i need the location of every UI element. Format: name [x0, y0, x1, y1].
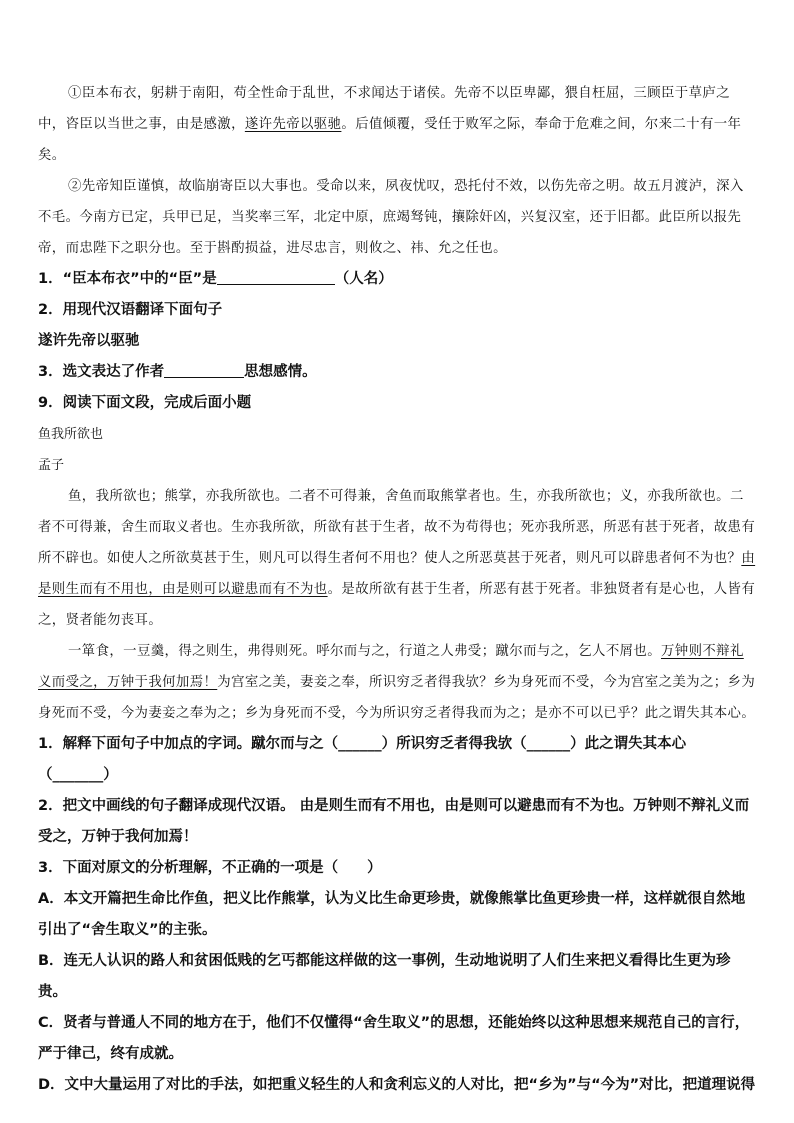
answer-blank[interactable]	[164, 362, 244, 378]
option-d[interactable]: D．文中大量运用了对比的手法，如把重义轻生的人和贪利忘义的人对比，把“乡为”与“今为”对比，把道理说得	[38, 1077, 756, 1093]
passage-title: 鱼我所欲也	[38, 427, 104, 442]
question-3: 3．选文表达了作者 思想感情。	[38, 364, 317, 380]
underlined-sentence: 遂许先帝以驱驰	[244, 117, 342, 132]
underlined-sentence: 由是则生而有不用也，由是则可以避患而有不为也	[38, 551, 756, 597]
option-b[interactable]: B．连无人认识的路人和贫困低贱的乞丐都能这样做的这一事例，生动地说明了人们生来把义看得比生更为珍贵。	[38, 953, 731, 1000]
passage1-para2: ②先帝知臣谨慎，故临崩寄臣以大事也。受命以来，夙夜忧叹，恐托付不效，以伤先帝之明。故五月渡泸，深入不毛。今南方已定，兵甲已足，当奖率三军，北定中原，庶竭驽钝，攘除奸凶，兴复汉室，还于旧都。此臣所以报先帝，而忠陛下之职分也。至于斟酌损益，进尽忠言，则攸之、祎、允之任也。	[38, 179, 744, 256]
passage-author: 孟子	[38, 458, 65, 473]
answer-blank[interactable]	[217, 269, 335, 285]
passage2-para1: 鱼，我所欲也；熊掌，亦我所欲也。二者不可得兼，舍鱼而取熊掌者也。生，亦我所欲也；义，亦我所欲也。二者不可得兼，舍生而取义者也。生亦我所欲，所欲有甚于生者，故不为苟得也；死亦我所恶，所恶有甚于死者，故患有所不辟也。如使人之所欲莫甚于生，则凡可以得生者何不用也？使人之所恶莫甚于死者，则凡可以辟患者何不为也？由是则生而有不用也，由是则可以避患而有不为也。是故所欲有甚于生者，所恶有甚于死者。非独贤者有是心也，人皆有之，贤者能勿丧耳。	[38, 489, 756, 628]
question2-2: 2．把文中画线的句子翻译成现代汉语。 由是则生而有不用也，由是则可以避患而有不为也。万钟则不辩礼义而受之，万钟于我何加焉！	[38, 798, 750, 845]
question2-1: 1．解释下面句子中加点的字词。蹴尔而与之（______）所识穷乏者得我欤（______）此之谓失其本心（_______）	[38, 736, 687, 783]
question-1: 1．“臣本布衣”中的“臣”是 （人名）	[38, 271, 393, 287]
underlined-sentence: 万钟则不辩礼义而受之，万钟于我何加焉！	[38, 644, 744, 690]
question2-3: 3．下面对原文的分析理解，不正确的一项是（ ）	[38, 860, 382, 876]
option-a[interactable]: A．本文开篇把生命比作鱼，把义比作熊掌，认为义比生命更珍贵，就像熊掌比鱼更珍贵一样，这样就很自然地引出了“舍生取义”的主张。	[38, 891, 746, 938]
question-2-sentence: 遂许先帝以驱驰	[38, 333, 140, 349]
option-c[interactable]: C．贤者与普通人不同的地方在于，他们不仅懂得“舍生取义”的思想，还能始终以这种思想来规范自己的言行，严于律己，终有成就。	[38, 1015, 750, 1062]
passage1-para1: ①臣本布衣，躬耕于南阳，苟全性命于乱世，不求闻达于诸侯。先帝不以臣卑鄙，猥自枉屈，三顾臣于草庐之中，咨臣以当世之事，由是感激，遂许先帝以驱驰。后值倾覆，受任于败军之际，奉命于危难之间，尔来二十有一年矣。	[38, 86, 742, 163]
question-2: 2．用现代汉语翻译下面句子	[38, 302, 223, 318]
passage2-para2: 一箪食，一豆羹，得之则生，弗得则死。呼尔而与之，行道之人弗受；蹴尔而与之，乞人不屑也。万钟则不辩礼义而受之，万钟于我何加焉！为宫室之美，妻妾之奉，所识穷乏者得我欤？乡为身死而不受，今为宫室之美为之；乡为身死而不受，今为妻妾之奉为之；乡为身死而不受，今为所识穷乏者得我而为之；是亦不可以已乎？此之谓失其本心。	[38, 644, 756, 721]
section-9-heading: 9．阅读下面文段，完成后面小题	[38, 395, 252, 411]
document-page	[38, 78, 756, 1101]
